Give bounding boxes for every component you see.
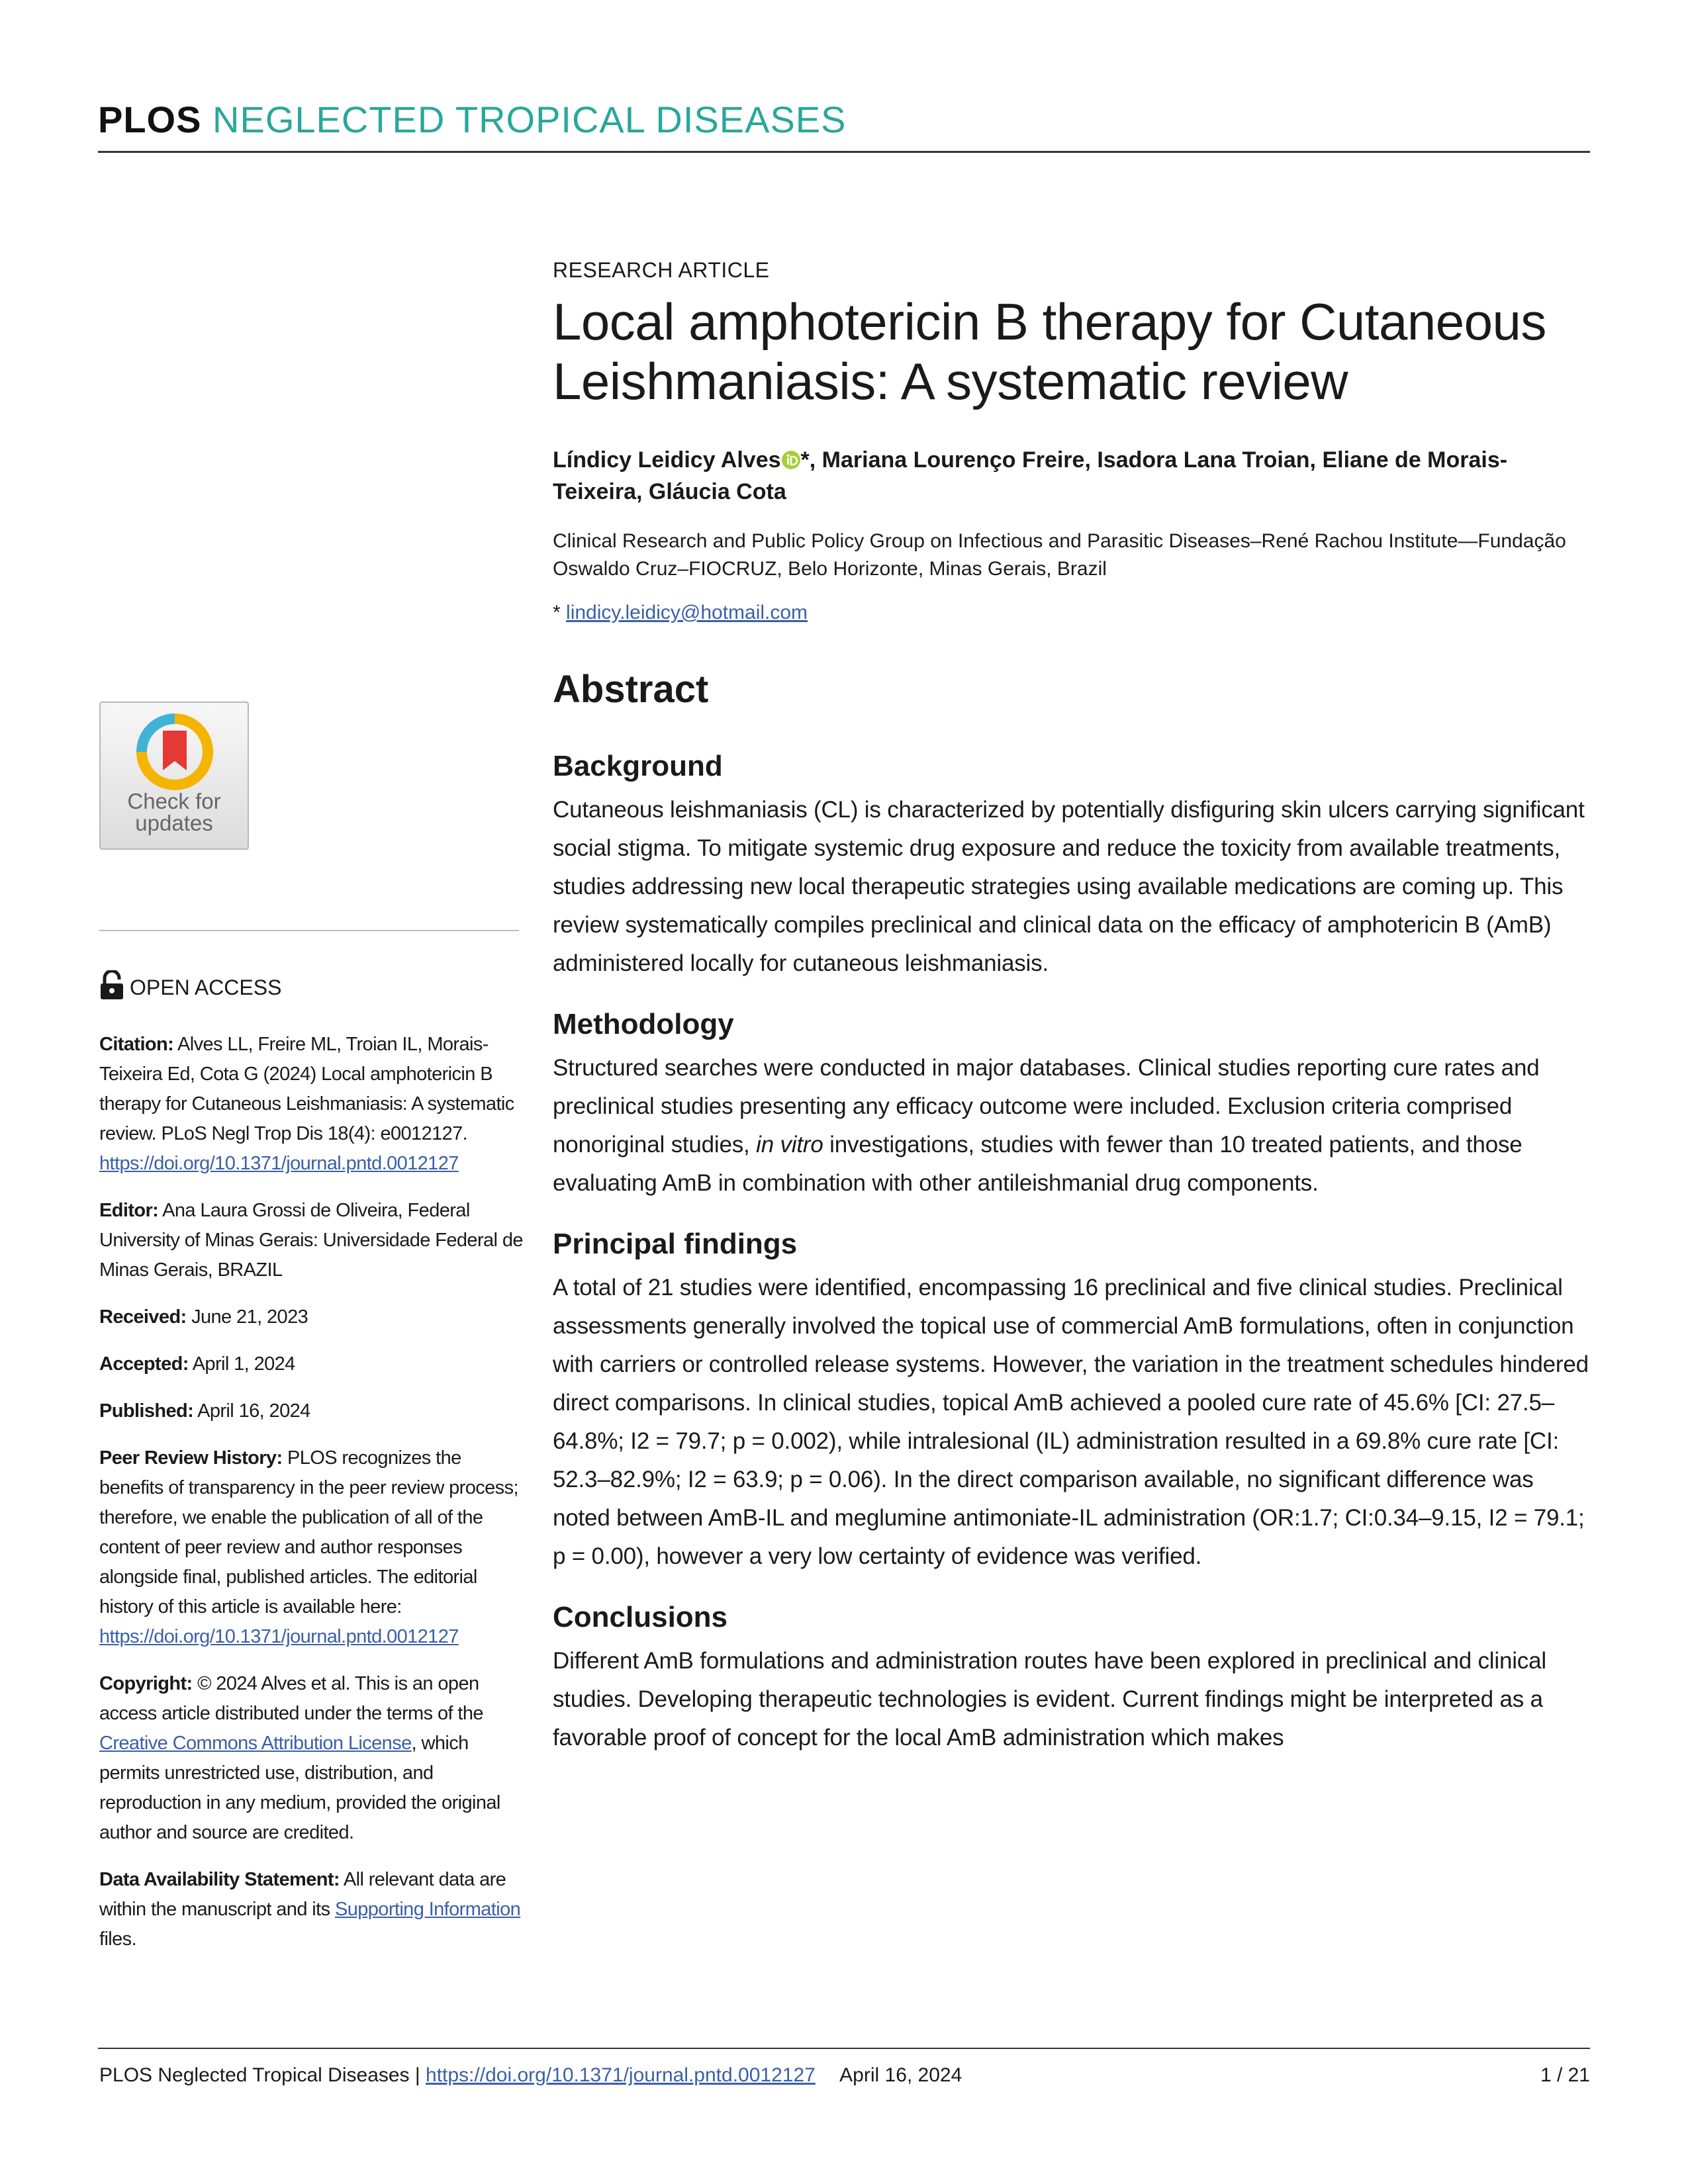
citation-label: Citation: xyxy=(99,1034,174,1055)
methodology-heading: Methodology xyxy=(553,1008,734,1040)
page-footer xyxy=(99,2062,1590,2089)
journal-name-plos: PLOS xyxy=(98,99,202,140)
methodology-text-before: Structured searches were conducted in major databases. Clinical studies reporting cure rates and preclinical studies presenting any efficacy outcome were included. Exclusion criteria comprised nonoriginal studies, xyxy=(553,1055,1540,1158)
background-text: Cutaneous leishmaniasis (CL) is characterized by potentially disfiguring skin ulcers carrying significant social stigma. To mitigate systemic drug exposure and reduce the toxicity from available treatments, studies addressing new local therapeutic strategies using available medications are coming up. This review systematically compiles preclinical and clinical data on the efficacy of amphotericin B (AmB) administered locally for cutaneous leishmaniasis. xyxy=(553,797,1585,976)
methodology-text-after: investigations, studies with fewer than 10 treated patients, and those evaluating AmB in combination with other antileishmanial drug components. xyxy=(553,1132,1523,1196)
received-date: June 21, 2023 xyxy=(191,1306,308,1328)
journal-name[interactable] xyxy=(98,98,847,141)
data-availability-block xyxy=(99,1865,523,1954)
journal-header xyxy=(98,93,1590,153)
correspondence-email-link[interactable]: lindicy.leidicy@hotmail.com xyxy=(566,602,808,623)
data-availability-text-after: files. xyxy=(99,1929,137,1950)
corresponding-author-mark: * xyxy=(800,447,810,473)
orcid-icon[interactable] xyxy=(781,450,801,470)
article-main xyxy=(553,258,1592,1780)
copyright-label: Copyright: xyxy=(99,1673,193,1694)
peer-review-text: PLOS recognizes the benefits of transparency in the peer review process; therefore, we enable the publication of all of the content of peer review and author responses alongside final, published articles. The editorial history of this article is available here: xyxy=(99,1447,518,1617)
open-access-label: OPEN ACCESS xyxy=(130,976,282,999)
conclusions-heading: Conclusions xyxy=(553,1601,728,1633)
copyright-text-after: , which permits unrestricted use, distribution, and reproduction in any medium, provided the original author and source are credited. xyxy=(99,1733,500,1843)
open-lock-icon xyxy=(99,970,124,1001)
copyright-block xyxy=(99,1669,523,1848)
peer-review-link[interactable]: https://doi.org/10.1371/journal.pntd.0012127 xyxy=(99,1626,459,1647)
copyright-text: © 2024 Alves et al. This is an open access article distributed under the terms of the xyxy=(99,1673,483,1724)
editor-block xyxy=(99,1196,523,1285)
methodology-italic: in vitro xyxy=(756,1132,823,1158)
accepted-date: April 1, 2024 xyxy=(192,1353,295,1375)
article-type: RESEARCH ARTICLE xyxy=(553,258,770,282)
article-title: Local amphotericin B therapy for Cutaneous Leishmaniasis: A systematic review xyxy=(553,293,1546,410)
data-availability-text: All relevant data are within the manuscript and its xyxy=(99,1869,506,1920)
affiliation: Clinical Research and Public Policy Group on Infectious and Parasitic Diseases–René Rachou Institute—Fundação Oswaldo Cruz–FIOCRUZ, Belo Horizonte, Minas Gerais, Brazil xyxy=(553,530,1566,580)
correspondence-mark: * xyxy=(553,602,561,623)
citation-text: Alves LL, Freire ML, Troian IL, Morais-Teixeira Ed, Cota G (2024) Local amphotericin B therapy for Cutaneous Leishmaniasis: A systematic review. PLoS Negl Trop Dis 18(4): e0012127. xyxy=(99,1034,514,1144)
citation-block xyxy=(99,1030,523,1179)
article-info-sidebar xyxy=(99,1030,523,1972)
sidebar-divider xyxy=(99,930,519,931)
footer-journal: PLOS Neglected Tropical Diseases | xyxy=(99,2064,420,2086)
footer-doi-link[interactable]: https://doi.org/10.1371/journal.pntd.0012127 xyxy=(426,2064,816,2086)
peer-review-label: Peer Review History: xyxy=(99,1447,283,1469)
author-first[interactable]: Líndicy Leidicy Alves xyxy=(553,447,781,473)
footer-date: April 16, 2024 xyxy=(839,2064,962,2086)
published-block xyxy=(99,1396,523,1426)
editor-text: Ana Laura Grossi de Oliveira, Federal University of Minas Gerais: Universidade Federal de Minas Gerais, BRAZIL xyxy=(99,1200,523,1281)
peer-review-block xyxy=(99,1443,523,1652)
accepted-block xyxy=(99,1349,523,1379)
crossmark-icon xyxy=(135,712,214,792)
published-date: April 16, 2024 xyxy=(197,1400,310,1422)
abstract-heading: Abstract xyxy=(553,668,709,711)
footer-divider xyxy=(98,2048,1590,2049)
page-number: 1 / 21 xyxy=(1540,2064,1590,2086)
supporting-information-link[interactable]: Supporting Information xyxy=(334,1899,521,1920)
principal-findings-heading: Principal findings xyxy=(553,1228,798,1260)
received-label: Received: xyxy=(99,1306,187,1328)
accepted-label: Accepted: xyxy=(99,1353,189,1375)
license-link[interactable]: Creative Commons Attribution License xyxy=(99,1733,412,1754)
published-label: Published: xyxy=(99,1400,194,1422)
author-rest: , Mariana Lourenço Freire, Isadora Lana Troian, Eliane de Morais-Teixeira, Gláucia Cota xyxy=(553,447,1508,504)
methodology-text xyxy=(553,1049,1592,1203)
author-list xyxy=(553,444,1592,508)
received-block xyxy=(99,1302,523,1332)
journal-name-title: NEGLECTED TROPICAL DISEASES xyxy=(212,99,847,140)
check-for-updates-badge[interactable] xyxy=(99,702,249,850)
correspondence xyxy=(553,599,1592,627)
citation-doi-link[interactable]: https://doi.org/10.1371/journal.pntd.0012127 xyxy=(99,1153,459,1174)
background-heading: Background xyxy=(553,750,723,782)
data-availability-label: Data Availability Statement: xyxy=(99,1869,340,1890)
principal-findings-text: A total of 21 studies were identified, encompassing 16 preclinical and five clinical studies. Preclinical assessments generally involved the topical use of commercial AmB formulations, often in conjunction with carriers or controlled release systems. However, the variation in the treatment schedules hindered direct comparisons. In clinical studies, topical AmB achieved a pooled cure rate of 45.6% [CI: 27.5–64.8%; I2 = 79.7; p = 0.002), while intralesional (IL) administration resulted in a 69.8% cure rate [CI: 52.3–82.9%; I2 = 63.9; p = 0.06). In the direct comparison available, no significant difference was noted between AmB-IL and meglumine antimoniate-IL administration (OR:1.7; CI:0.34–9.15, I2 = 79.1; p = 0.00), however a very low certainty of evidence was verified. xyxy=(553,1275,1589,1569)
conclusions-text: Different AmB formulations and administration routes have been explored in preclinical and clinical studies. Developing therapeutic technologies is evident. Current findings might be interpreted as a favorable proof of concept for the local AmB administration which makes xyxy=(553,1648,1546,1751)
check-for-updates-label: Check for updates xyxy=(127,789,221,835)
editor-label: Editor: xyxy=(99,1200,159,1221)
